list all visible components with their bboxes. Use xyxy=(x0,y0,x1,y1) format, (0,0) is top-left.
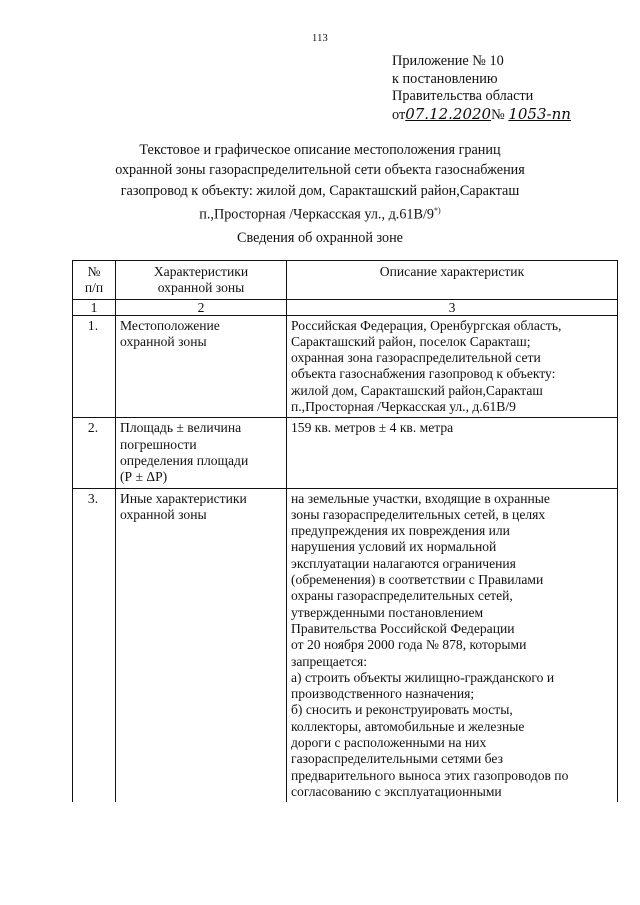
footnote-mark: *) xyxy=(434,205,441,215)
header-num xyxy=(73,261,116,300)
cell-text-line: предупреждения их повреждения или xyxy=(291,523,510,539)
annex-resolution: к постановлению xyxy=(392,70,498,87)
cell-text-line: № xyxy=(87,264,101,279)
page-number: 113 xyxy=(312,33,328,44)
table-header-row xyxy=(73,261,618,300)
handwritten-date: 07.12.2020 xyxy=(405,104,492,123)
cell-text-line: зоны газораспределительных сетей, в целях xyxy=(291,506,546,522)
cell-text-line: а) строить объекты жилищно-гражданского и xyxy=(291,669,555,685)
row-number: 3. xyxy=(73,488,116,802)
cell-text-line: п/п xyxy=(84,280,104,296)
column-number: 3 xyxy=(287,299,618,315)
cell-text-line: дороги с расположенными на них xyxy=(291,735,487,751)
table-row xyxy=(73,315,618,418)
number-prefix: № xyxy=(491,106,505,123)
cell-text-line: Саракташский район, поселок Саракташ; xyxy=(291,333,531,349)
cell-text-line: охранной зоны xyxy=(120,506,207,522)
cell-text-line: погрешности xyxy=(120,436,197,452)
cell-text-line: жилой дом, Саракташский район,Саракташ xyxy=(291,382,543,398)
cell-text-line: нарушения условий их нормальной xyxy=(291,539,497,555)
cell-text-line: коллекторы, автомобильные и железные xyxy=(291,718,525,734)
cell-text-line: согласованию с эксплуатационными xyxy=(291,783,502,799)
title-line: п.,Просторная /Черкасская ул., д.61В/9 xyxy=(199,206,435,223)
cell-text-line: Иные характеристики xyxy=(120,490,247,506)
row-description xyxy=(287,418,618,488)
cell-text-line: эксплуатации налагаются ограничения xyxy=(291,555,516,571)
header-characteristic xyxy=(116,261,287,300)
column-number-row xyxy=(73,299,618,315)
document-title xyxy=(0,140,640,225)
row-description xyxy=(287,315,618,418)
cell-text-line: Площадь ± величина xyxy=(120,420,242,436)
header-description: Описание характеристик xyxy=(287,261,618,300)
handwritten-number: 1053-пп xyxy=(508,104,571,123)
cell-text-line: утвержденными постановлением xyxy=(291,604,484,620)
cell-text-line: охранная зона газораспределительной сети xyxy=(291,350,541,366)
date-prefix: от xyxy=(392,106,406,123)
table-row xyxy=(73,418,618,488)
row-characteristic xyxy=(116,488,287,802)
cell-text-line: б) сносить и реконструировать мосты, xyxy=(291,702,513,718)
column-number: 2 xyxy=(116,299,287,315)
cell-text-line: на земельные участки, входящие в охранные xyxy=(291,490,550,506)
table-row xyxy=(73,488,618,802)
title-line: Текстовое и графическое описание местоположения границ xyxy=(139,142,501,158)
cell-text-line: (Р ± ΔР) xyxy=(120,469,168,485)
cell-text-line: газораспределительными сетями без xyxy=(291,751,503,767)
cell-text-line: Правительства Российской Федерации xyxy=(291,620,515,636)
cell-text-line: Характеристики xyxy=(153,264,249,279)
cell-text-line: объекта газоснабжения газопровод к объекту: xyxy=(291,366,556,382)
row-number: 1. xyxy=(73,315,116,418)
cell-text-line: охранной зоны xyxy=(157,280,245,296)
cell-text-line: Российская Федерация, Оренбургская область, xyxy=(291,317,562,333)
title-line: газопровод к объекту: жилой дом, Саракташский район,Саракташ xyxy=(120,182,520,199)
row-number: 2. xyxy=(73,418,116,488)
cell-text-line: 159 кв. метров ± 4 кв. метра xyxy=(291,420,454,436)
cell-text-line: Местоположение xyxy=(120,317,220,333)
annex-title: Приложение № 10 xyxy=(392,53,504,69)
cell-text-line: охранной зоны xyxy=(120,333,207,349)
cell-text-line: п.,Просторная /Черкасская ул., д.61В/9 xyxy=(291,399,516,415)
annex-date-line xyxy=(392,106,571,125)
title-line-last xyxy=(0,201,640,225)
cell-text-line: предварительного выноса этих газопроводов по xyxy=(291,767,569,783)
row-characteristic xyxy=(116,418,287,488)
row-characteristic xyxy=(116,315,287,418)
annex-government: Правительства области xyxy=(392,88,534,104)
cell-text-line: запрещается: xyxy=(291,653,368,669)
cell-text-line: определения площади xyxy=(120,452,249,468)
protection-zone-table xyxy=(72,260,618,802)
cell-text-line: (обременения) в соответствии с Правилами xyxy=(291,572,544,588)
cell-text-line: производственного назначения; xyxy=(291,686,475,702)
title-line: охранной зоны газораспределительной сети объекта газоснабжения xyxy=(115,162,525,179)
cell-text-line: охраны газораспределительных сетей, xyxy=(291,588,513,604)
annex-block xyxy=(392,53,571,124)
cell-text-line: от 20 ноября 2000 года № 878, которыми xyxy=(291,637,527,653)
column-number: 1 xyxy=(73,299,116,315)
section-title: Сведения об охранной зоне xyxy=(237,230,403,246)
row-description xyxy=(287,488,618,802)
